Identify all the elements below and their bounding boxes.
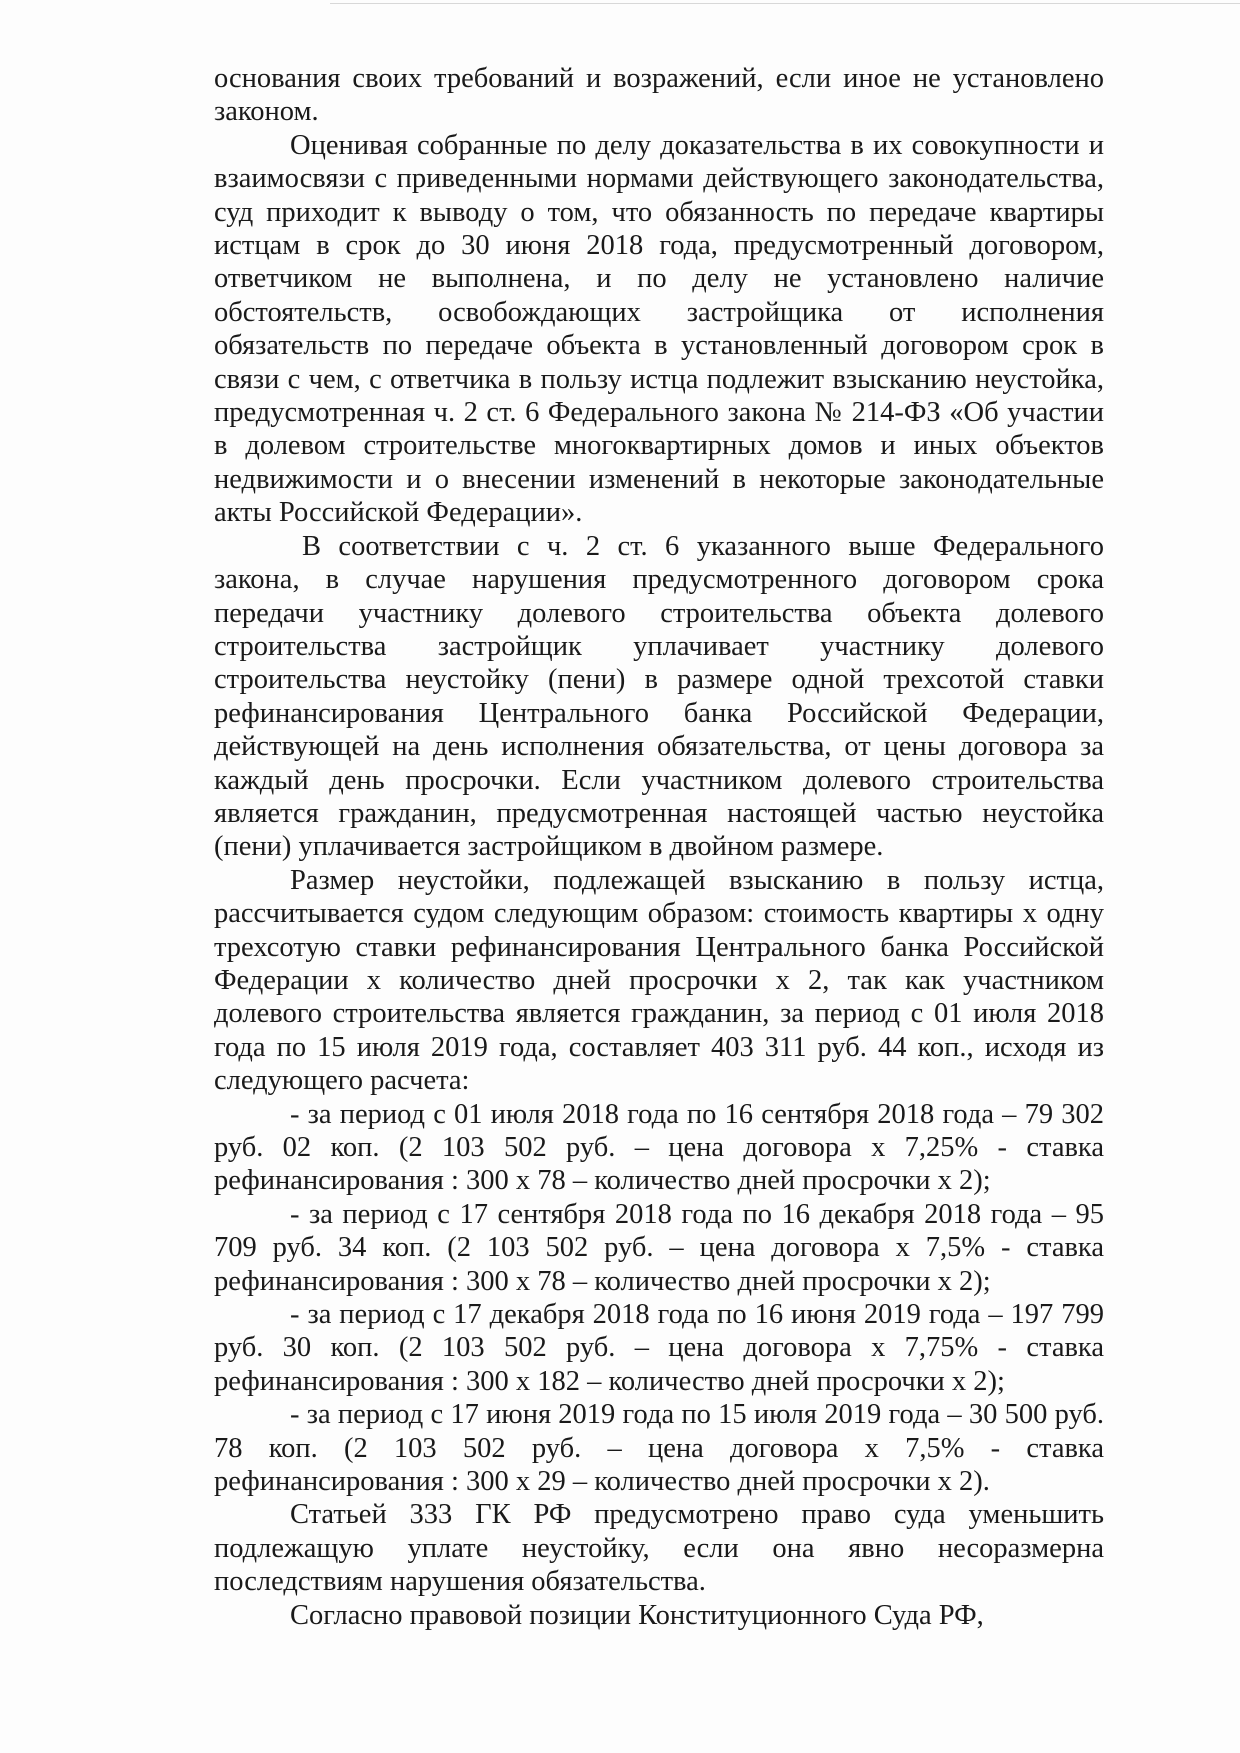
- document-body: [214, 62, 1104, 1632]
- paragraph-article-333: Статьей 333 ГК РФ предусмотрено право суда уменьшить подлежащую уплате неустойку, если она явно несоразмерна последствиям нарушения обязательства.: [214, 1499, 1104, 1598]
- paragraph-penalty-calculation: Размер неустойки, подлежащей взысканию в пользу истца, рассчитывается судом следующим образом: стоимость квартиры х одну трехсотую ставки рефинансирования Центрального банка Российской Федерации х количество дней просрочки х 2, так как участником долевого строительства является гражданин, за период с 01 июля 2018 года по 15 июля 2019 года, составляет 403 311 руб. 44 коп., исходя из следующего расчета:: [214, 864, 1104, 1097]
- calculation-item-1: - за период с 01 июля 2018 года по 16 сентября 2018 года – 79 302 руб. 02 коп. (2 103 502 руб. – цена договора х 7,25% - ставка рефинансирования : 300 х 78 – количество дней просрочки х 2);: [214, 1098, 1104, 1197]
- scan-edge-line: [330, 3, 1240, 4]
- calculation-item-3: - за период с 17 декабря 2018 года по 16 июня 2019 года – 197 799 руб. 30 коп. (2 103 502 руб. – цена договора х 7,75% - ставка рефинансирования : 300 х 182 – количество дней просрочки х 2);: [214, 1299, 1104, 1397]
- calculation-item-4: - за период с 17 июня 2019 года по 15 июля 2019 года – 30 500 руб. 78 коп. (2 103 502 руб. – цена договора х 7,5% - ставка рефинансирования : 300 х 29 – количество дней просрочки х 2).: [214, 1399, 1104, 1498]
- calculation-item-2: - за период с 17 сентября 2018 года по 16 декабря 2018 года – 95 709 руб. 34 коп. (2 103 502 руб. – цена договора х 7,5% - ставка рефинансирования : 300 х 78 – количество дней просрочки х 2);: [214, 1198, 1104, 1297]
- paragraph-law-reference: В соответствии с ч. 2 ст. 6 указанного выше Федерального закона, в случае нарушения предусмотренного договором срока передачи участнику долевого строительства объекта долевого строительства застройщик уплачивает участнику долевого строительства неустойку (пени) в размере одной трехсотой ставки рефинансирования Центрального банка Российской Федерации, действующей на день исполнения обязательства, от цены договора за каждый день просрочки. Если участником долевого строительства является гражданин, предусмотренная настоящей частью неустойка (пени) уплачивается застройщиком в двойном размере.: [214, 530, 1104, 863]
- paragraph-constitutional-court: Согласно правовой позиции Конституционного Суда РФ,: [290, 1599, 984, 1631]
- paragraph-continuation: основания своих требований и возражений, если иное не установлено законом.: [214, 63, 1104, 128]
- paragraph-evaluation: Оценивая собранные по делу доказательства в их совокупности и взаимосвязи с приведенными нормами действующего законодательства, суд приходит к выводу о том, что обязанность по передаче квартиры истцам в срок до 30 июня 2018 года, предусмотренный договором, ответчиком не выполнена, и по делу не установлено наличие обстоятельств, освобождающих застройщика от исполнения обязательств по передаче объекта в установленный договором срок в связи с чем, с ответчика в пользу истца подлежит взысканию неустойка, предусмотренная ч. 2 ст. 6 Федерального закона № 214-ФЗ «Об участии в долевом строительстве многоквартирных домов и иных объектов недвижимости и о внесении изменений в некоторые законодательные акты Российской Федерации».: [214, 129, 1104, 529]
